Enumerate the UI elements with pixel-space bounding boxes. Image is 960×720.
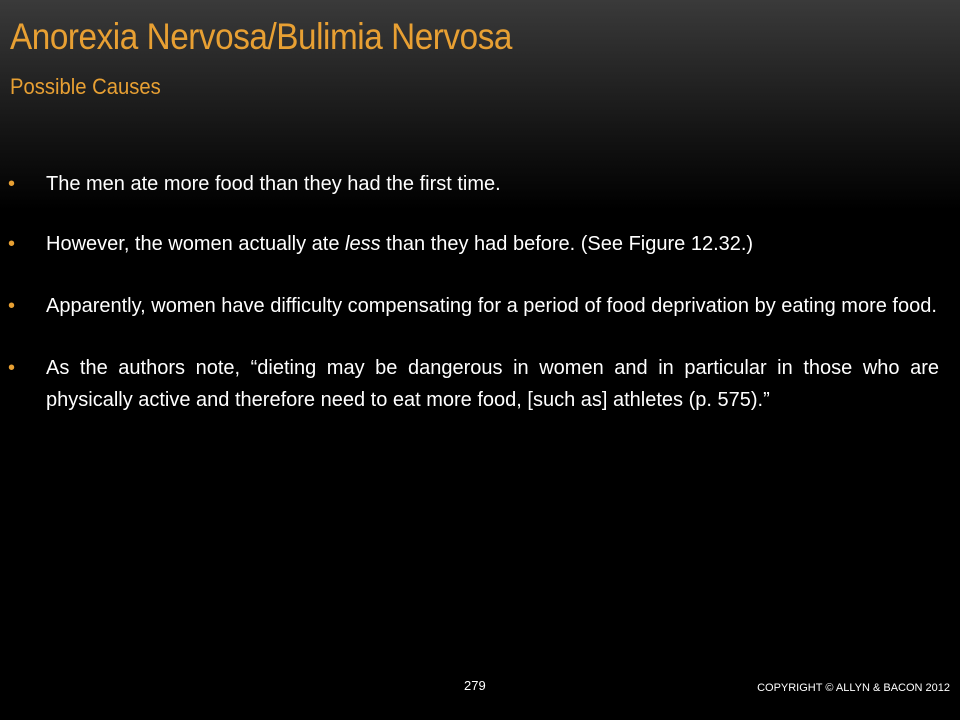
bullet-text: Apparently, women have difficulty compensating for a period of food deprivation by eating more food.: [46, 295, 937, 317]
emphasis-text: less: [345, 233, 381, 255]
slide-subtitle: Possible Causes: [10, 74, 161, 99]
bullet-item: [8, 168, 939, 200]
bullet-icon: •: [8, 295, 16, 317]
bullet-text: The men ate more food than they had the first time.: [46, 173, 501, 195]
bullet-list: [8, 168, 939, 446]
bullet-item: [8, 228, 939, 260]
bullet-icon: •: [8, 357, 16, 379]
bullet-text: As the authors note, “dieting may be dangerous in women and in particular in those who are physically active and therefore need to eat more food, [such as] athletes (p. 575).”: [46, 357, 939, 411]
bullet-text-lead: However, the women actually ate: [46, 233, 346, 255]
page-number: 279: [464, 678, 486, 693]
bullet-text-tail: than they had before. (See Figure 12.32.): [380, 233, 754, 255]
bullet-icon: •: [8, 173, 16, 195]
bullet-icon: •: [8, 233, 16, 255]
slide-title: Anorexia Nervosa/Bulimia Nervosa: [10, 16, 512, 57]
copyright-notice: COPYRIGHT © ALLYN & BACON 2012: [757, 682, 950, 694]
bullet-item: [8, 290, 939, 322]
bullet-item: [8, 352, 939, 416]
